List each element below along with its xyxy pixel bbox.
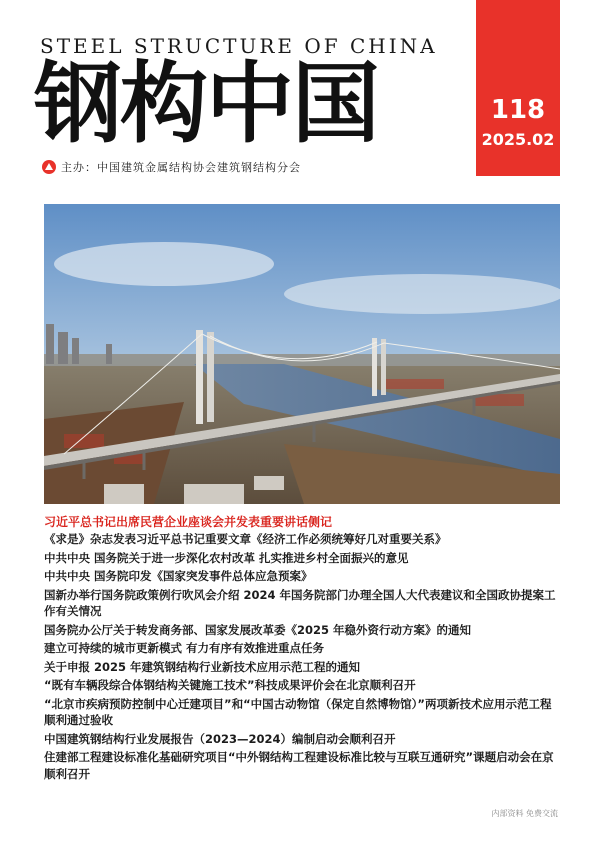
issue-badge xyxy=(476,0,560,176)
toc-item: 《求是》杂志发表习近平总书记重要文章《经济工作必须统筹好几对重要关系》 xyxy=(44,532,447,546)
cover-headline: 习近平总书记出席民营企业座谈会并发表重要讲话侧记 xyxy=(44,515,333,529)
toc-item: 关于申报 2025 年建筑钢结构行业新技术应用示范工程的通知 xyxy=(44,659,361,674)
sponsor-line xyxy=(42,158,301,176)
toc-item: 中共中央 国务院关于进一步深化农村改革 扎实推进乡村全面振兴的意见 xyxy=(44,550,409,565)
toc-item: 住建部工程建设标准化基础研究项目“中外钢结构工程建设标准比较与互联互通研究”课题启动会在京顺利召开 xyxy=(44,750,554,781)
masthead-english-title: STEEL STRUCTURE OF CHINA xyxy=(40,34,438,58)
footnote: 内部资料 免费交流 xyxy=(491,809,558,818)
toc-item: “北京市疾病预防控制中心迁建项目”和“中国古动物馆（保定自然博物馆）”两项新技术应用示范工程顺利通过验收 xyxy=(44,696,552,727)
bridge-aerial-photo xyxy=(44,204,560,504)
logo-icon xyxy=(42,160,56,174)
toc-item: “既有车辆段综合体钢结构关键施工技术”科技成果评价会在北京顺利召开 xyxy=(44,678,416,692)
toc-item: 建立可持续的城市更新模式 有力有序有效推进重点任务 xyxy=(44,641,325,655)
cover-photo xyxy=(44,204,560,504)
sponsor-text: 主办：中国建筑金属结构协会建筑钢结构分会 xyxy=(61,161,301,174)
table-of-contents xyxy=(44,531,558,784)
toc-item: 中共中央 国务院印发《国家突发事件总体应急预案》 xyxy=(44,569,313,583)
issue-date: 2025.02 xyxy=(481,130,555,149)
toc-item: 中国建筑钢结构行业发展报告（2023—2024）编制启动会顺利召开 xyxy=(44,731,396,746)
toc-item: 国务院办公厅关于转发商务部、国家发展改革委《2025 年稳外资行动方案》的通知 xyxy=(44,622,472,637)
masthead-chinese-title: 钢构中国 xyxy=(34,52,379,155)
toc-item: 国新办举行国务院政策例行吹风会介绍 2024 年国务院部门办理全国人大代表建议和全国政协提案工作有关情况 xyxy=(44,587,556,618)
issue-number: 118 xyxy=(490,95,546,125)
